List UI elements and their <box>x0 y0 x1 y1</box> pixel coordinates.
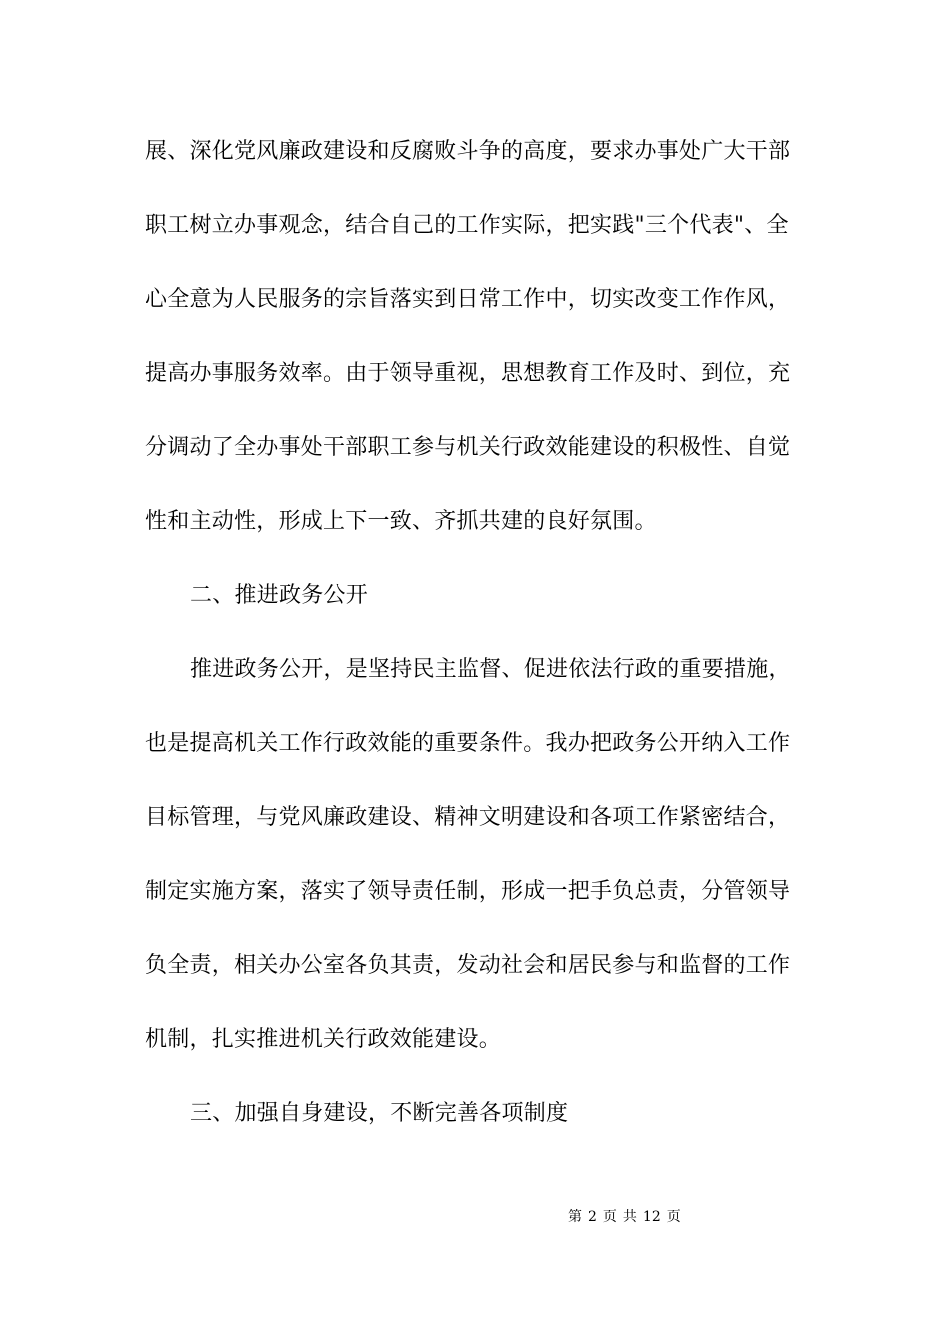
footer-prefix: 第 <box>568 1209 582 1225</box>
footer-suffix: 页 <box>666 1209 681 1225</box>
page-number <box>565 1208 684 1226</box>
section-heading: 三、加强自身建设，不断完善各项制度 <box>190 1101 569 1126</box>
text-line: 分调动了全办事处干部职工参与机关行政效能建设的积极性、自觉 <box>145 435 791 460</box>
text-line: 机制，扎实推进机关行政效能建设。 <box>145 1027 502 1052</box>
section-heading: 二、推进政务公开 <box>190 583 369 608</box>
text-line: 心全意为人民服务的宗旨落实到日常工作中，切实改变工作作风， <box>145 287 791 312</box>
text-line: 负全责，相关办公室各负其责，发动社会和居民参与和监督的工作 <box>145 953 791 978</box>
footer-current-page: 2 <box>588 1209 597 1225</box>
text-line: 目标管理，与党风廉政建设、精神文明建设和各项工作紧密结合， <box>145 805 791 830</box>
text-line: 制定实施方案，落实了领导责任制，形成一把手负总责，分管领导 <box>145 879 791 904</box>
text-line: 推进政务公开，是坚持民主监督、促进依法行政的重要措施， <box>190 657 791 682</box>
footer-total-pages: 12 <box>642 1209 661 1225</box>
text-line: 也是提高机关工作行政效能的重要条件。我办把政务公开纳入工作 <box>145 731 791 756</box>
footer-total-word: 共 <box>622 1209 637 1225</box>
body-text <box>145 138 810 1174</box>
text-line: 提高办事服务效率。由于领导重视，思想教育工作及时、到位，充 <box>145 361 791 386</box>
text-line: 性和主动性，形成上下一致、齐抓共建的良好氛围。 <box>145 509 657 534</box>
footer-page-word: 页 <box>602 1209 617 1225</box>
text-line: 职工树立办事观念，结合自己的工作实际，把实践"三个代表"、全 <box>145 213 789 238</box>
text-line: 展、深化党风廉政建设和反腐败斗争的高度，要求办事处广大干部 <box>145 139 791 164</box>
